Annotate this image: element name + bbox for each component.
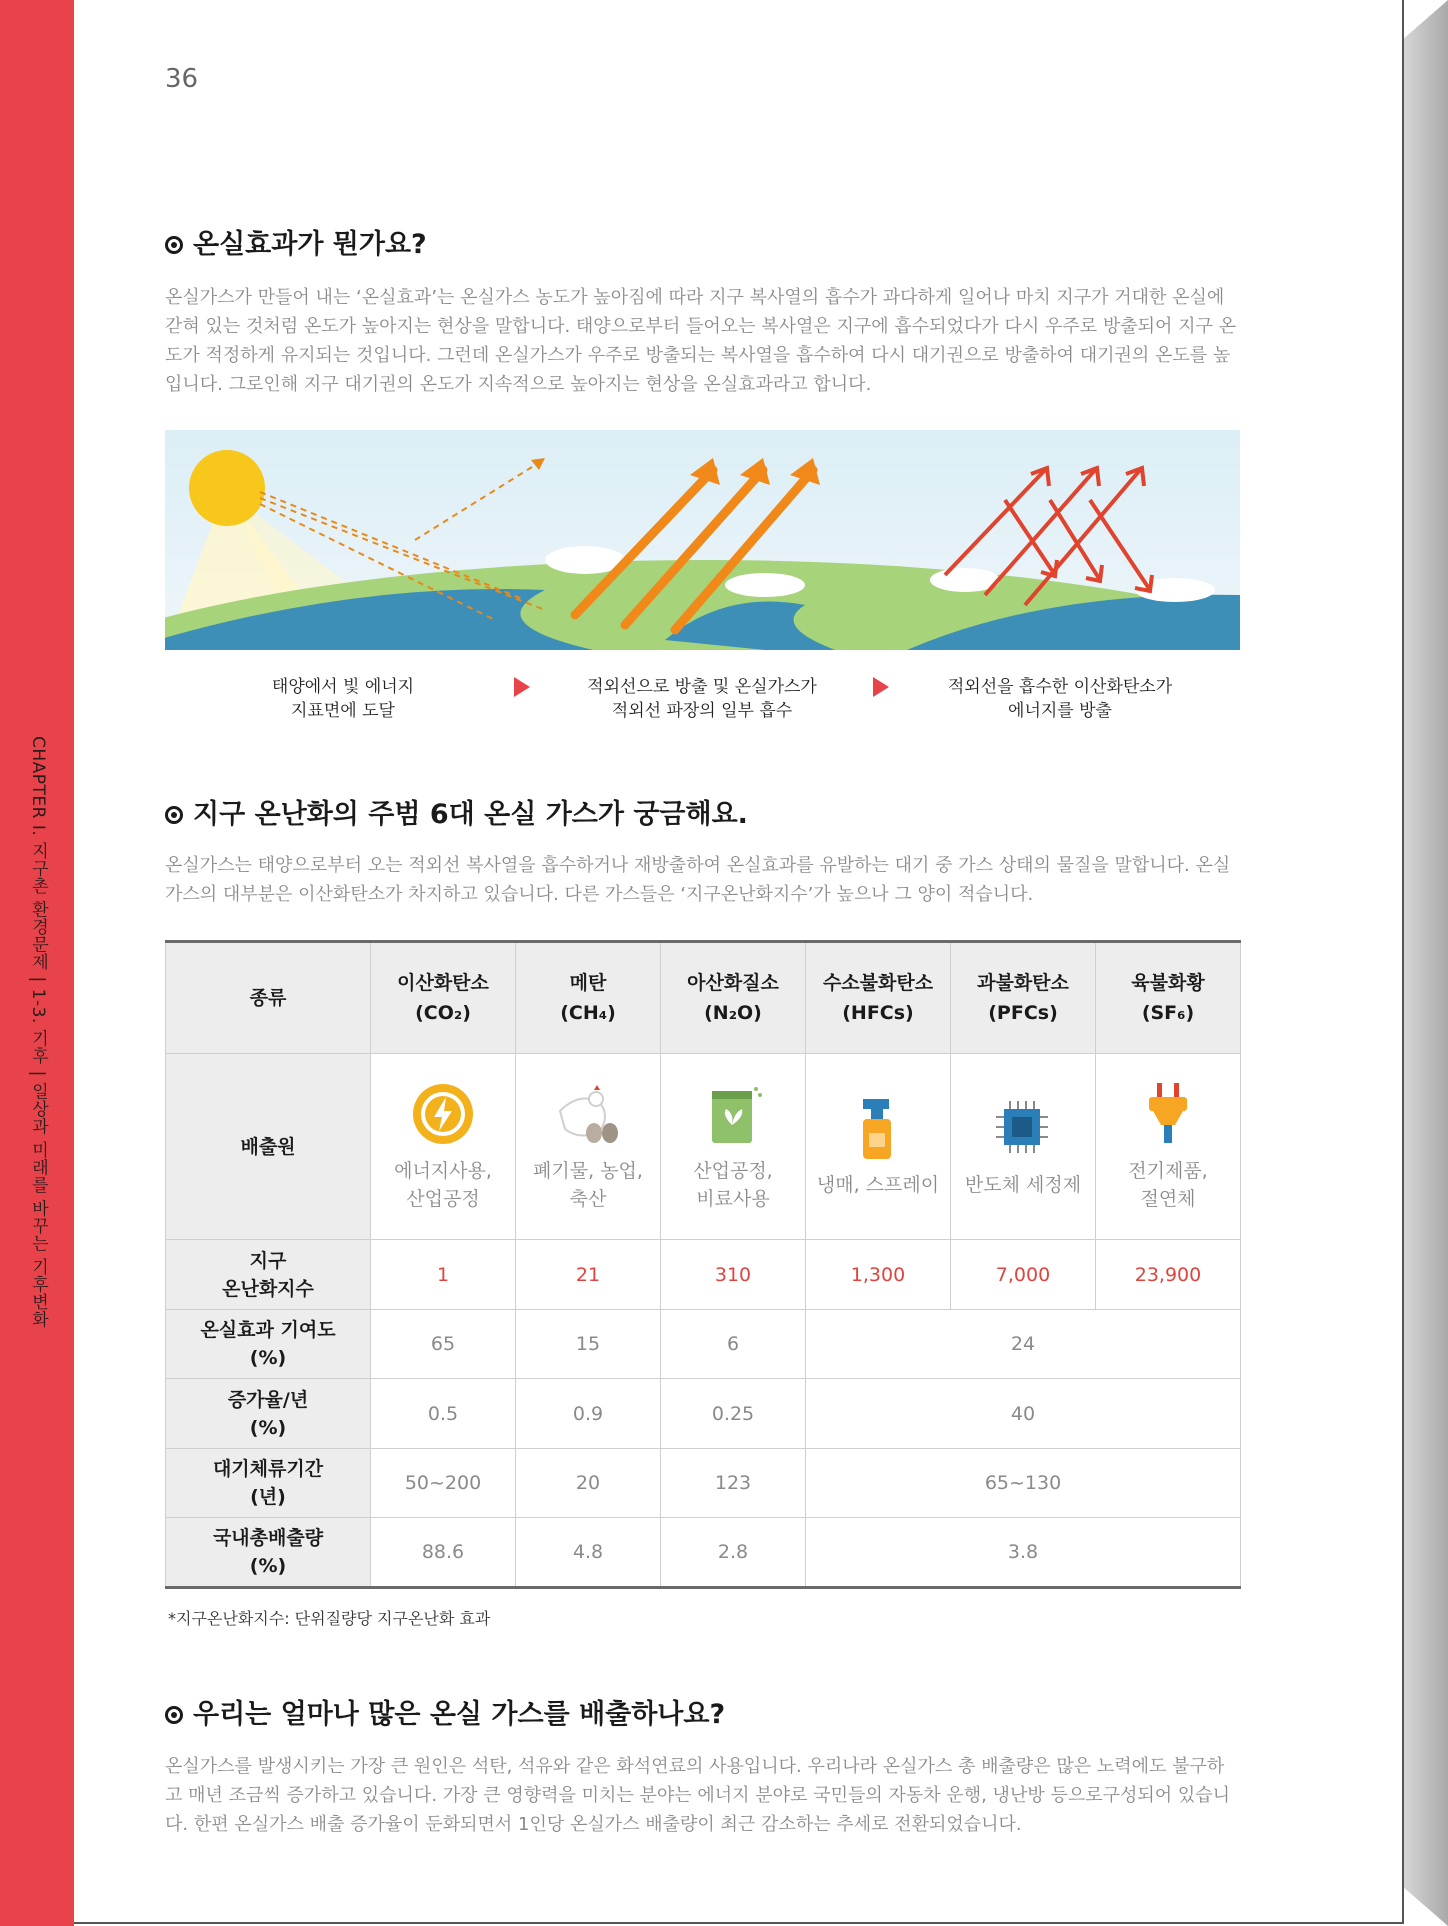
gwp-value: 23,900 — [1096, 1240, 1241, 1310]
microchip-icon — [990, 1095, 1056, 1161]
cloud — [725, 573, 805, 597]
source-cell — [951, 1054, 1096, 1240]
spray-bottle-icon — [845, 1095, 911, 1161]
header-gas — [661, 942, 806, 1054]
contribution-value: 15 — [516, 1310, 661, 1379]
gas-formula: (CO₂) — [415, 1002, 471, 1024]
lifetime-value: 50~200 — [371, 1449, 516, 1518]
electric-plug-icon — [1135, 1081, 1201, 1147]
source-label: 에너지사용, — [394, 1159, 492, 1182]
source-cell — [661, 1054, 806, 1240]
row-label-contribution — [166, 1310, 371, 1379]
row-label-line: (년) — [250, 1486, 286, 1508]
target-bullet-icon — [165, 806, 183, 824]
header-gas — [516, 942, 661, 1054]
section2-heading — [165, 792, 748, 831]
table-row-lifetime — [166, 1449, 1241, 1518]
gas-name: 수소불화탄소 — [822, 972, 934, 994]
row-label-gwp — [166, 1240, 371, 1310]
row-label-line: 대기체류기간 — [212, 1458, 324, 1480]
row-label-line: 증가율/년 — [227, 1388, 309, 1411]
row-label-growth — [166, 1379, 371, 1449]
row-label-line: (%) — [249, 1416, 287, 1439]
energy-bolt-icon — [410, 1081, 476, 1147]
source-cell — [516, 1054, 661, 1240]
gas-name: 이산화탄소 — [397, 972, 489, 994]
source-label: 전기제품, — [1128, 1159, 1208, 1182]
table-row-gwp — [166, 1240, 1241, 1310]
source-label: 폐기물, 농업, — [533, 1159, 643, 1182]
source-cell — [1096, 1054, 1241, 1240]
contribution-value: 65 — [371, 1310, 516, 1379]
table-row-contribution — [166, 1310, 1241, 1379]
row-label-emission — [166, 1518, 371, 1588]
header-gas — [1096, 942, 1241, 1054]
growth-value: 0.9 — [516, 1379, 661, 1449]
caption-step-3 — [930, 675, 1190, 723]
row-label-lifetime — [166, 1449, 371, 1518]
caption-line: 적외선을 흡수한 이산화탄소가 — [947, 677, 1173, 697]
emission-value: 2.8 — [661, 1518, 806, 1588]
contribution-value: 6 — [661, 1310, 806, 1379]
caption-step-2 — [572, 675, 832, 723]
header-gas — [371, 942, 516, 1054]
gas-name: 메탄 — [569, 972, 607, 994]
table-row-growth — [166, 1379, 1241, 1449]
header-type: 종류 — [166, 942, 371, 1054]
emission-value: 3.8 — [806, 1518, 1241, 1588]
sidebar-chapter-text: CHAPTER I. 지구촌 환경문제 | 1-3. 기후 | 일상과 미래를 바꾸는 기후변화 — [28, 736, 48, 1328]
gwp-value: 1,300 — [806, 1240, 951, 1310]
source-label: 산업공정, — [693, 1159, 773, 1182]
gwp-value: 7,000 — [951, 1240, 1096, 1310]
caption-line: 태양에서 빛 에너지 — [271, 677, 415, 697]
lifetime-value: 20 — [516, 1449, 661, 1518]
gas-formula: (HFCs) — [842, 1002, 914, 1024]
source-label: 축산 — [569, 1187, 607, 1210]
source-label: 절연체 — [1140, 1187, 1196, 1210]
gas-name: 아산화질소 — [687, 972, 779, 994]
section2-body: 온실가스는 태양으로부터 오는 적외선 복사열을 흡수하거나 재방출하여 온실효과를 유발하는 대기 중 가스 상태의 물질을 말합니다. 온실가스의 대부분은 이산화탄소가 차지하고 있습니다. 다른 가스들은 ‘지구온난화지수’가 높으나 그 양이 적습니다. — [165, 855, 1231, 905]
caption-line: 에너지를 방출 — [1008, 701, 1112, 721]
source-label: 냉매, 스프레이 — [816, 1173, 940, 1196]
section1-heading — [165, 222, 427, 261]
sun-icon — [189, 450, 265, 526]
source-cell — [806, 1054, 951, 1240]
emission-value: 4.8 — [516, 1518, 661, 1588]
target-bullet-icon — [165, 236, 183, 254]
section1-title: 온실효과가 뭔가요? — [193, 229, 427, 260]
lifetime-value: 123 — [661, 1449, 806, 1518]
table-row-emission — [166, 1518, 1241, 1588]
gas-formula: (PFCs) — [988, 1002, 1058, 1024]
source-label: 비료사용 — [696, 1187, 770, 1210]
greenhouse-gas-table — [165, 940, 1241, 1589]
row-label-line: (%) — [249, 1347, 287, 1369]
gas-formula: (N₂O) — [704, 1002, 762, 1024]
greenhouse-effect-illustration — [165, 430, 1240, 650]
caption-step-1 — [213, 675, 473, 723]
row-label-line: (%) — [249, 1555, 287, 1577]
section1-body: 온실가스가 만들어 내는 ‘온실효과’는 온실가스 농도가 높아짐에 따라 지구 복사열의 흡수가 과다하게 일어나 마치 지구가 거대한 온실에 갇혀 있는 것처럼 온도가 높아지는 현상을 말합니다. 태양으로부터 들어오는 복사열은 지구에 흡수되었다가 다시 우주로 방출되어 지구 온도가 적정하게 유지되는 것입니다. 그런데 온실가스가 우주로 방출되는 복사열을 흡수하여 다시 대기권으로 방출하여 대기권의 온도를 높입니다. 그로인해 지구 대기권의 온도가 지속적으로 높아지는 현상을 온실효과라고 합니다. — [165, 287, 1236, 395]
chapter-sidebar — [0, 0, 74, 1926]
source-label: 산업공정 — [406, 1187, 480, 1210]
growth-value: 40 — [806, 1379, 1241, 1449]
gas-formula: (CH₄) — [560, 1002, 616, 1024]
growth-value: 0.25 — [661, 1379, 806, 1449]
header-gas — [806, 942, 951, 1054]
chicken-eggs-icon — [550, 1081, 626, 1147]
row-label-line: 온난화지수 — [222, 1277, 314, 1300]
gwp-value: 310 — [661, 1240, 806, 1310]
row-label-sources: 배출원 — [166, 1054, 371, 1240]
caption-line: 적외선으로 방출 및 온실가스가 — [587, 677, 817, 697]
page-number: 36 — [165, 64, 199, 94]
source-cell — [371, 1054, 516, 1240]
step-arrow-icon — [514, 677, 530, 697]
lifetime-value: 65~130 — [806, 1449, 1241, 1518]
page-corner-bottom — [1402, 1886, 1448, 1926]
gwp-value: 21 — [516, 1240, 661, 1310]
gas-formula: (SF₆) — [1141, 1002, 1195, 1024]
table-footnote: *지구온난화지수: 단위질량당 지구온난화 효과 — [168, 1609, 491, 1628]
emission-value: 88.6 — [371, 1518, 516, 1588]
gas-name: 육불화황 — [1131, 972, 1205, 994]
header-gas — [951, 942, 1096, 1054]
source-label: 반도체 세정제 — [964, 1173, 1082, 1196]
row-label-line: 온실효과 기여도 — [200, 1319, 336, 1341]
growth-value: 0.5 — [371, 1379, 516, 1449]
step-arrow-icon — [873, 677, 889, 697]
section3-title: 우리는 얼마나 많은 온실 가스를 배출하나요? — [193, 1699, 726, 1730]
target-bullet-icon — [165, 1706, 183, 1724]
caption-line: 지표면에 도달 — [291, 701, 395, 721]
section3-body: 온실가스를 발생시키는 가장 큰 원인은 석탄, 석유와 같은 화석연료의 사용입니다. 우리나라 온실가스 총 배출량은 많은 노력에도 불구하고 매년 조금씩 증가하고 있습니다. 가장 큰 영향력을 미치는 분야는 에너지 분야로 국민들의 자동차 운행, 냉난방 등으로구성되어 있습니다. 한편 온실가스 배출 증가율이 둔화되면서 1인당 온실가스 배출량이 최근 감소하는 추세로 전환되었습니다. — [165, 1756, 1231, 1835]
caption-line: 적외선 파장의 일부 흡수 — [611, 701, 793, 721]
row-label-line: 지구 — [249, 1249, 287, 1272]
row-label-line: 국내총배출량 — [212, 1527, 324, 1549]
gwp-value: 1 — [371, 1240, 516, 1310]
contribution-value: 24 — [806, 1310, 1241, 1379]
fertilizer-bag-icon — [700, 1081, 766, 1147]
table-row-sources — [166, 1054, 1241, 1240]
table-header-row — [166, 942, 1241, 1054]
section2-title: 지구 온난화의 주범 6대 온실 가스가 궁금해요. — [193, 799, 748, 830]
section3-heading — [165, 1692, 725, 1731]
page-edge — [1402, 0, 1448, 1926]
page-corner-top — [1402, 0, 1448, 40]
gas-name: 과불화탄소 — [977, 972, 1069, 994]
